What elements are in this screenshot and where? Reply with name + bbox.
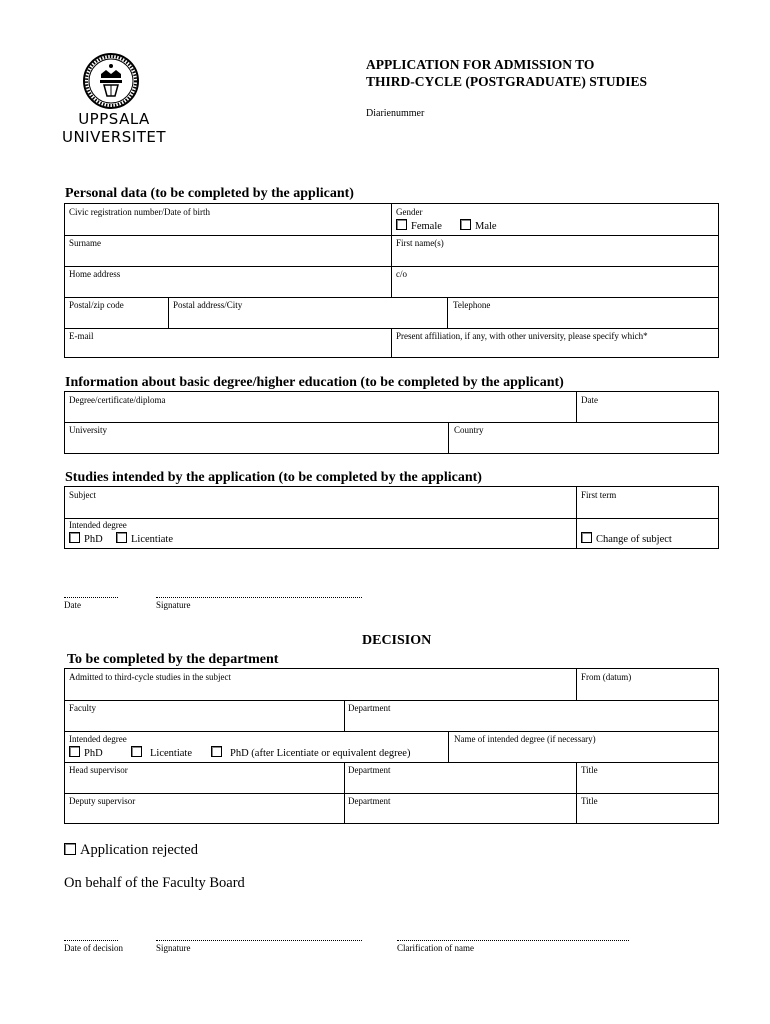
personal-data-table — [64, 203, 719, 358]
checkbox-icon[interactable] — [581, 532, 592, 543]
university-name-line2: UNIVERSITET — [61, 128, 167, 146]
personal-data-heading: Personal data (to be completed by the applicant) — [65, 186, 354, 201]
department-subheading: To be completed by the department — [67, 652, 279, 667]
telephone-field[interactable]: Telephone — [453, 300, 491, 310]
decision-intended-degree-label: Intended degree — [69, 734, 127, 744]
degree-date-field[interactable]: Date — [581, 395, 598, 405]
name-intended-degree-field[interactable]: Name of intended degree (if necessary) — [454, 734, 596, 744]
civic-registration-field[interactable]: Civic registration number/Date of birth — [69, 207, 210, 217]
surname-field[interactable]: Surname — [69, 238, 101, 248]
university-seal-icon — [80, 52, 142, 110]
university-logo-text — [59, 110, 169, 146]
department-field[interactable]: Department — [348, 703, 391, 713]
postal-code-field[interactable]: Postal/zip code — [69, 300, 124, 310]
diarienummer-label: Diarienummer — [366, 108, 425, 119]
admitted-subject-field[interactable]: Admitted to third-cycle studies in the subject — [69, 672, 231, 682]
checkbox-icon[interactable] — [69, 746, 80, 757]
decision-table — [64, 668, 719, 824]
affiliation-field[interactable]: Present affiliation, if any, with other university, please specify which* — [396, 331, 648, 341]
male-label: Male — [475, 221, 497, 232]
checkbox-icon[interactable] — [211, 746, 222, 757]
decision-phd-option[interactable] — [69, 746, 103, 760]
degree-field[interactable]: Degree/certificate/diploma — [69, 395, 166, 405]
education-heading: Information about basic degree/higher education (to be completed by the applicant) — [65, 375, 564, 390]
checkbox-icon[interactable] — [460, 219, 471, 230]
form-title-line2: THIRD-CYCLE (POSTGRADUATE) STUDIES — [366, 74, 648, 89]
head-supervisor-field[interactable]: Head supervisor — [69, 765, 128, 775]
signature-label: Signature — [156, 600, 191, 610]
date-line[interactable] — [64, 597, 118, 598]
decision-phd-label: PhD — [84, 748, 103, 759]
gender-female-option[interactable] — [396, 219, 442, 233]
checkbox-icon[interactable] — [396, 219, 407, 230]
decision-heading: DECISION — [362, 633, 432, 648]
decision-phd-after-label: PhD (after Licentiate or equivalent degree) — [230, 748, 411, 759]
degree-phd-option[interactable] — [69, 532, 103, 546]
faculty-field[interactable]: Faculty — [69, 703, 96, 713]
head-supervisor-department-field[interactable]: Department — [348, 765, 391, 775]
date-of-decision-label: Date of decision — [64, 943, 123, 953]
checkbox-icon[interactable] — [69, 532, 80, 543]
checkbox-icon[interactable] — [116, 532, 127, 543]
phd-label: PhD — [84, 534, 103, 545]
change-subject-option[interactable] — [581, 532, 672, 546]
decision-signature-line[interactable] — [156, 940, 362, 941]
female-label: Female — [411, 221, 442, 232]
subject-field[interactable]: Subject — [69, 490, 96, 500]
checkbox-icon[interactable] — [131, 746, 142, 757]
first-names-field[interactable]: First name(s) — [396, 238, 444, 248]
head-supervisor-title-field[interactable]: Title — [581, 765, 598, 775]
home-address-field[interactable]: Home address — [69, 269, 121, 279]
email-field[interactable]: E-mail — [69, 331, 94, 341]
education-table — [64, 391, 719, 454]
country-field[interactable]: Country — [454, 425, 484, 435]
intended-degree-label: Intended degree — [69, 520, 127, 530]
form-title-line1: APPLICATION FOR ADMISSION TO — [366, 57, 595, 72]
deputy-supervisor-field[interactable]: Deputy supervisor — [69, 796, 136, 806]
clarification-label: Clarification of name — [397, 943, 474, 953]
signature-line[interactable] — [156, 597, 362, 598]
clarification-line[interactable] — [397, 940, 629, 941]
checkbox-icon[interactable] — [64, 843, 76, 855]
decision-phd-after-option[interactable] — [211, 746, 410, 760]
deputy-supervisor-title-field[interactable]: Title — [581, 796, 598, 806]
decision-licentiate-option[interactable] — [131, 746, 192, 760]
deputy-supervisor-department-field[interactable]: Department — [348, 796, 391, 806]
licentiate-label: Licentiate — [131, 534, 173, 545]
decision-signature-label: Signature — [156, 943, 191, 953]
behalf-text: On behalf of the Faculty Board — [64, 875, 245, 891]
date-label: Date — [64, 600, 81, 610]
application-rejected-label: Application rejected — [80, 842, 198, 858]
degree-licentiate-option[interactable] — [116, 532, 173, 546]
decision-licentiate-label: Licentiate — [150, 748, 192, 759]
form-title — [366, 56, 647, 90]
postal-city-field[interactable]: Postal address/City — [173, 300, 243, 310]
studies-table — [64, 486, 719, 549]
gender-male-option[interactable] — [460, 219, 497, 233]
change-subject-label: Change of subject — [596, 534, 672, 545]
university-name-line1: UPPSALA — [78, 110, 150, 128]
application-rejected-option[interactable] — [64, 842, 198, 859]
co-field[interactable]: c/o — [396, 269, 407, 279]
from-date-field[interactable]: From (datum) — [581, 672, 632, 682]
university-field[interactable]: University — [69, 425, 107, 435]
studies-heading: Studies intended by the application (to be completed by the applicant) — [65, 470, 482, 485]
first-term-field[interactable]: First term — [581, 490, 617, 500]
date-of-decision-line[interactable] — [64, 940, 118, 941]
gender-label: Gender — [396, 207, 423, 217]
